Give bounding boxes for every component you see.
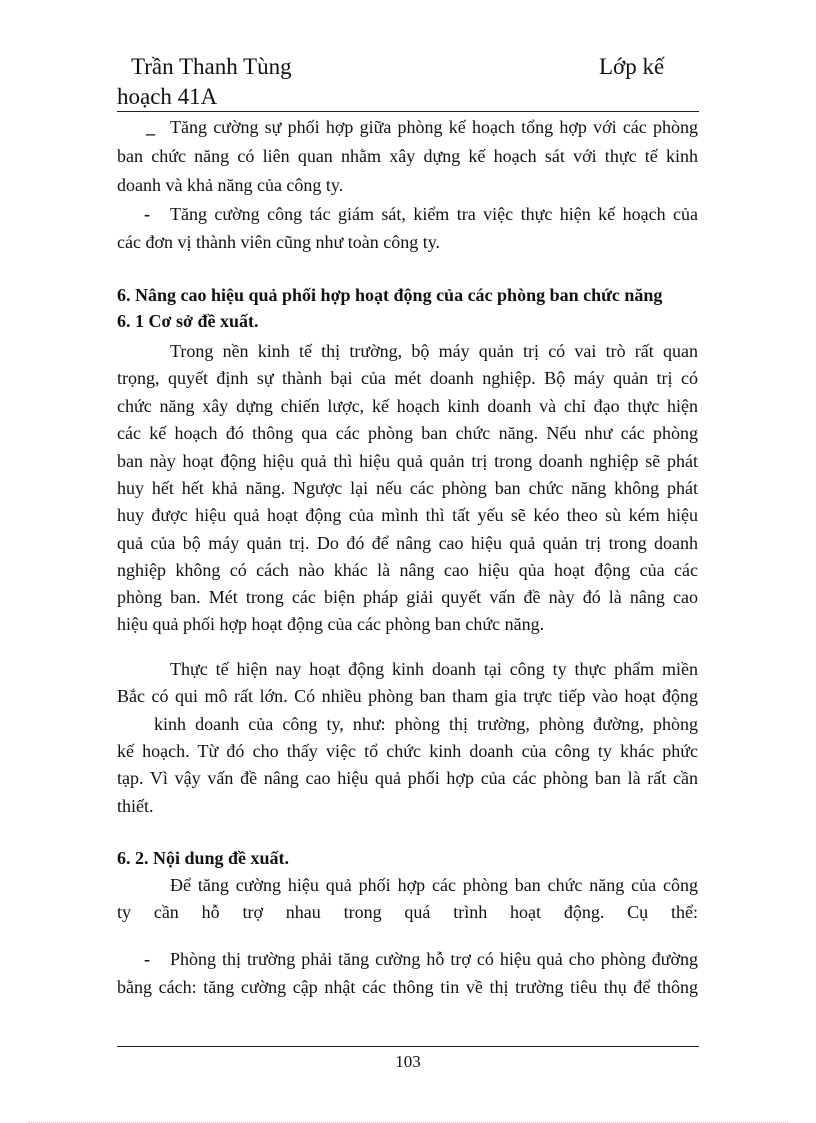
header-author: Trần Thanh Tùng [131,54,292,79]
subsection-heading: 6. 2. Nội dung đề xuất. [117,848,290,868]
text-line: Để tăng cường hiệu quả phối hợp các phòng ban chức năng của công [170,875,698,895]
subsection-heading: 6. 1 Cơ sở đề xuất. [117,311,259,331]
bullet-dash-2: - [144,204,150,224]
text-line: huy được hiệu quả hoạt động của mình thì tất yếu sẽ kéo theo sù kém hiệu [117,505,698,525]
text-line: nghiệp không có cách nào khác là nâng cao hiệu qủa hoạt động của các [117,560,698,580]
text-line: tạp. Vì vậy vấn đề nâng cao hiệu quả phối hợp của các phòng ban là rất cần [117,768,698,788]
text-line: Phòng thị trường phải tăng cường hỗ trợ có hiệu quả cho phòng đường [170,949,698,969]
header-class-label: Lớp kế [599,54,665,79]
bullet-dash-1: _ [146,117,155,137]
text-line: Bắc có qui mô rất lớn. Có nhiều phòng ban tham gia trực tiếp vào hoạt động [117,686,698,706]
text-line: Trong nền kinh tế thị trường, bộ máy quản trị có vai trò rất quan [170,341,698,361]
text-line: ban này hoạt động hiệu quả thì hiệu quả quản trị trong doanh nghiệp sẽ phát [117,451,698,471]
text-line: trọng, quyết định sự thành bại của mét doanh nghiệp. Bộ máy quản trị có [117,368,698,388]
header-rule [117,111,699,112]
text-line: hiệu quả phối hợp hoạt động của các phòng ban chức năng. [117,614,545,634]
text-line: Thực tế hiện nay hoạt động kinh doanh tại công ty thực phẩm miền [170,659,698,679]
text-line: Tăng cường sự phối hợp giữa phòng kế hoạch tổng hợp với các phòng [170,117,698,137]
text-line: phòng ban. Mét trong các biện pháp giải quyết vấn đề này đó là nâng cao [117,587,698,607]
text-line: quả của bộ máy quản trị. Do đó để nâng cao hiệu quả quản trị trong doanh [117,533,698,553]
text-line: các kế hoạch đó thông qua các phòng ban chức năng. Nếu như các phòng [117,423,698,443]
text-line: doanh và khả năng của công ty. [117,175,344,195]
text-line: kế hoạch. Từ đó cho thấy việc tổ chức kinh doanh của công ty khác phức [117,741,698,761]
text-line: thiết. [117,796,154,816]
header-class-continued: hoạch 41A [117,84,218,109]
footer-rule [117,1046,699,1047]
section-heading: 6. Nâng cao hiệu quả phối hợp hoạt động của các phòng ban chức năng [117,285,663,305]
text-line: ban chức năng có liên quan nhằm xây dựng kế hoạch sát với thực tế kinh [117,146,698,166]
text-line: kinh doanh của công ty, như: phòng thị trường, phòng đường, phòng [154,714,698,734]
text-line: các đơn vị thành viên cũng như toàn công ty. [117,232,441,252]
text-line: huy hết hết khả năng. Ngược lại nếu các phòng ban chức năng không phát [117,478,698,498]
text-line: chức năng xây dựng chiến lược, kế hoạch kinh doanh và chỉ đạo thực hiện [117,396,698,416]
text-line: bằng cách: tăng cường cập nhật các thông tin về thị trường tiêu thụ để thông [117,977,698,997]
text-line: Tăng cường công tác giám sát, kiểm tra việc thực hiện kế hoạch của [170,204,698,224]
page-number: 103 [395,1052,421,1071]
text-line: ty cần hỗ trợ nhau trong quá trình hoạt động. Cụ thể: [117,902,698,922]
bullet-dash-3: - [144,949,150,969]
